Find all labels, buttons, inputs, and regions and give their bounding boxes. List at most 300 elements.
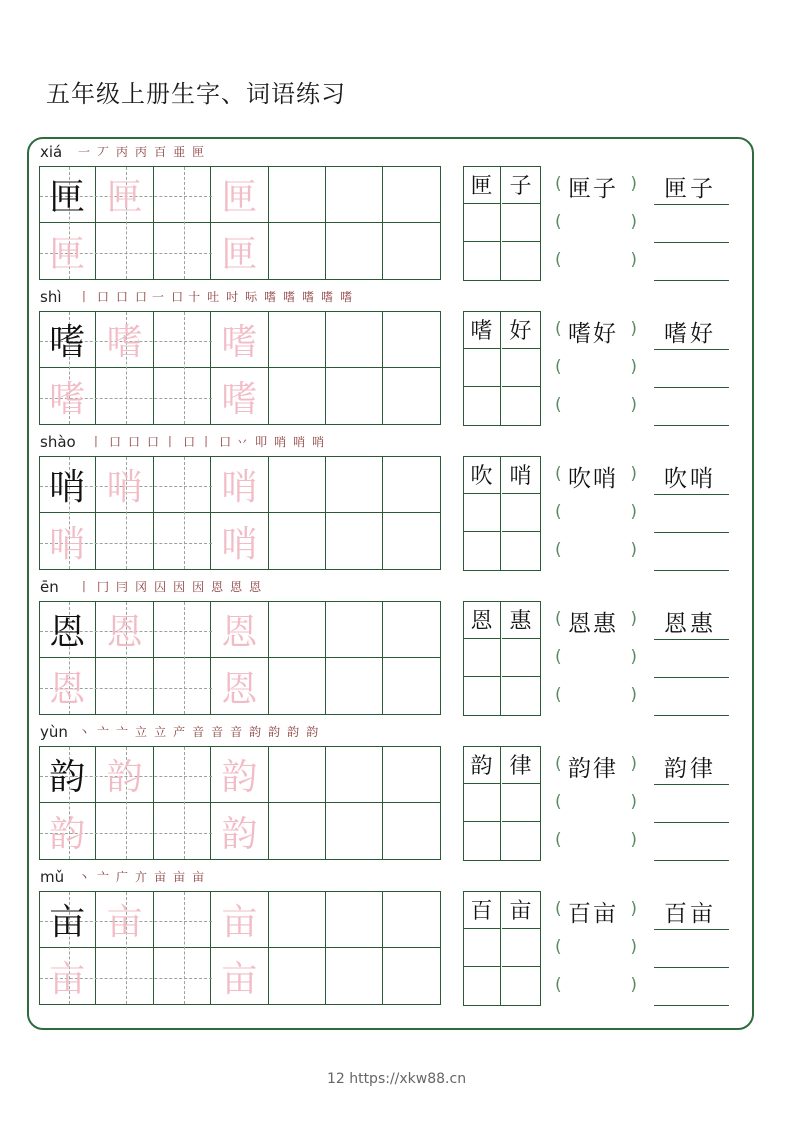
stroke-step: 丶 [78,725,96,739]
answer-underline[interactable] [654,280,729,281]
writing-cell[interactable] [383,311,440,368]
left-paren: ( [555,975,562,995]
stroke-step: 冈 [135,580,153,594]
stroke-step: 呩 [245,290,263,304]
paren-answer[interactable] [555,313,637,349]
page-title: 五年级上册生字、词语练习 [46,80,346,108]
writing-cell[interactable] [383,223,440,280]
underline-word: 恩惠 [664,611,716,637]
writing-cell[interactable] [326,311,383,368]
writing-cell[interactable] [39,658,96,715]
left-paren: ( [555,647,562,667]
answer-underline[interactable] [654,967,729,968]
left-paren: ( [555,319,562,339]
trace-character: 亩 [106,901,143,943]
writing-cell[interactable] [39,891,96,948]
guide-line [184,602,185,714]
writing-cell[interactable] [326,803,383,860]
word-cell[interactable] [463,929,501,967]
word-grid [463,311,541,426]
writing-cell[interactable] [326,456,383,513]
pinyin-label: shào [40,433,76,451]
stroke-step: 丆 [97,145,115,159]
stroke-order [78,868,211,885]
writing-cell[interactable] [326,601,383,658]
writing-cell[interactable] [211,456,268,513]
word-cell[interactable] [463,204,501,242]
writing-cell[interactable] [383,803,440,860]
writing-cell[interactable] [39,746,96,803]
paren-answer[interactable] [555,389,637,425]
paren-answer[interactable] [555,893,637,929]
paren-answer[interactable] [555,168,637,204]
writing-cell[interactable] [383,513,440,570]
word-cell[interactable]: 百 [463,891,501,929]
trace-character: 匣 [221,234,258,275]
answer-underline[interactable] [654,570,729,571]
pinyin-label: shì [40,288,62,306]
stroke-step: 口 [97,290,115,304]
pinyin-label: yùn [40,723,68,741]
paren-answer[interactable] [555,351,637,387]
stroke-step: 丨 [90,435,108,449]
word-cell[interactable] [463,784,501,822]
paren-answer[interactable] [555,534,637,570]
stroke-step: 囚 [154,580,172,594]
stroke-step: 亠 [97,725,115,739]
writing-cell[interactable] [269,746,326,803]
writing-cell[interactable] [96,803,153,860]
stroke-step: 丙 [116,145,134,159]
char-section [0,862,793,1007]
stroke-order [90,433,331,450]
paren-answer[interactable] [555,244,637,280]
writing-cell[interactable] [326,658,383,715]
stroke-step: 吋 [226,290,244,304]
word-cell[interactable] [502,349,540,387]
writing-cell[interactable] [154,513,211,570]
word-grid [463,746,541,861]
char-section [0,137,793,282]
trace-character: 韵 [106,756,143,798]
stroke-step: 音 [192,725,210,739]
stroke-step: 哨 [293,435,311,449]
stroke-step: 叩 [255,435,273,449]
writing-cell[interactable] [211,311,268,368]
writing-cell[interactable] [383,746,440,803]
answer-underline[interactable] [654,1005,729,1006]
word-cell[interactable] [463,349,501,387]
writing-cell[interactable] [39,311,96,368]
char-section [0,572,793,717]
paren-answer[interactable] [555,969,637,1005]
right-paren: ) [630,395,637,415]
right-paren: ) [630,319,637,339]
left-paren: ( [555,502,562,522]
stroke-step: 哨 [274,435,292,449]
word-cell[interactable]: 哨 [502,456,540,494]
trace-character: 哨 [106,466,143,508]
model-character: 匣 [49,176,86,218]
writing-cell[interactable] [383,601,440,658]
paren-word: 吹哨 [568,466,618,492]
paren-answer[interactable] [555,206,637,242]
underline-word: 吹哨 [664,466,716,492]
stroke-step: 韵 [268,725,286,739]
stroke-step: 哨 [312,435,330,449]
stroke-step: 口丨 [147,435,182,449]
word-grid [463,166,541,281]
word-cell[interactable] [502,967,540,1005]
writing-cell[interactable] [383,456,440,513]
writing-cell[interactable] [96,456,153,513]
right-paren: ) [630,937,637,957]
word-cell[interactable]: 匣 [463,166,501,204]
stroke-step: 嗜 [283,290,301,304]
stroke-step: 因 [192,580,210,594]
stroke-step: 嗜 [264,290,282,304]
answer-underline[interactable] [654,242,729,243]
right-paren: ) [630,250,637,270]
writing-cell[interactable] [96,311,153,368]
word-grid [463,601,541,716]
left-paren: ( [555,937,562,957]
paren-word: 匣子 [568,176,618,202]
writing-cell[interactable] [39,166,96,223]
right-paren: ) [630,975,637,995]
writing-cell[interactable] [96,746,153,803]
right-paren: ) [630,830,637,850]
stroke-step: 立 [135,725,153,739]
right-paren: ) [630,899,637,919]
writing-cell[interactable] [269,456,326,513]
answer-underline[interactable] [654,929,729,930]
right-paren: ) [630,464,637,484]
word-cell[interactable] [463,967,501,1005]
trace-character: 匣 [221,176,258,218]
stroke-step: 丙 [135,145,153,159]
writing-cell[interactable] [154,658,211,715]
right-paren: ) [630,792,637,812]
guide-line [184,457,185,569]
word-cell[interactable] [463,387,501,425]
writing-cell[interactable] [39,368,96,425]
word-cell[interactable] [502,204,540,242]
stroke-step: 口十 [171,290,206,304]
writing-cell[interactable] [154,746,211,803]
word-cell[interactable] [502,929,540,967]
paren-answer[interactable] [555,748,637,784]
stroke-step: 产 [173,725,191,739]
stroke-step: 音 [230,725,248,739]
right-paren: ) [630,502,637,522]
answer-underline[interactable] [654,822,729,823]
writing-cell[interactable] [211,891,268,948]
word-cell[interactable] [463,639,501,677]
paren-answer[interactable] [555,679,637,715]
writing-cell[interactable] [211,513,268,570]
stroke-step: 韵 [287,725,305,739]
writing-cell[interactable] [269,948,326,1005]
guide-line [184,747,185,859]
answer-underline[interactable] [654,425,729,426]
underline-word: 嗜好 [664,321,716,347]
word-cell[interactable] [502,494,540,532]
writing-cell[interactable] [96,368,153,425]
writing-cell[interactable] [154,223,211,280]
writing-cell[interactable] [211,948,268,1005]
trace-character: 恩 [221,611,258,653]
stroke-step: 亠 [97,870,115,884]
right-paren: ) [630,212,637,232]
paren-answer[interactable] [555,824,637,860]
writing-cell[interactable] [211,658,268,715]
model-character: 恩 [49,611,86,653]
page-footer: 12 https://xkw88.cn [326,1071,467,1087]
paren-answer[interactable] [555,641,637,677]
word-cell[interactable] [502,822,540,860]
word-cell[interactable] [463,677,501,715]
pinyin-label: xiá [40,143,63,161]
writing-cell[interactable] [154,891,211,948]
trace-character: 韵 [49,814,86,855]
stroke-step: 韵 [249,725,267,739]
paren-answer[interactable] [555,786,637,822]
word-cell[interactable] [463,494,501,532]
writing-cell[interactable] [326,746,383,803]
trace-character: 亩 [221,959,258,1000]
paren-answer[interactable] [555,603,637,639]
writing-cell[interactable] [211,803,268,860]
right-paren: ) [630,754,637,774]
stroke-step: 口一 [135,290,170,304]
underline-word: 匣子 [664,176,716,202]
model-character: 韵 [49,756,86,798]
writing-cell[interactable] [39,456,96,513]
stroke-step: 亜 [173,145,191,159]
word-cell[interactable]: 子 [502,166,540,204]
word-cell[interactable]: 嗜 [463,311,501,349]
paren-answer[interactable] [555,931,637,967]
stroke-order [78,578,268,595]
writing-cell[interactable] [154,948,211,1005]
stroke-step: 亩 [154,870,172,884]
pinyin-label: ēn [40,578,59,596]
answer-underline[interactable] [654,204,729,205]
answer-underline[interactable] [654,532,729,533]
stroke-step: 亣 [135,870,153,884]
writing-cell[interactable] [326,891,383,948]
word-cell[interactable] [463,822,501,860]
paren-answer[interactable] [555,458,637,494]
word-cell[interactable]: 吹 [463,456,501,494]
stroke-step: 百 [154,145,172,159]
word-cell[interactable] [502,387,540,425]
writing-cell[interactable] [269,368,326,425]
writing-cell[interactable] [326,368,383,425]
underline-word: 百亩 [664,901,716,927]
writing-cell[interactable] [269,223,326,280]
writing-cell[interactable] [96,166,153,223]
writing-cell[interactable] [269,513,326,570]
char-section [0,282,793,427]
word-cell[interactable]: 律 [502,746,540,784]
paren-answer[interactable] [555,496,637,532]
word-cell[interactable]: 好 [502,311,540,349]
word-grid [463,456,541,571]
right-paren: ) [630,685,637,705]
stroke-step: 口丷 [219,435,254,449]
writing-cell[interactable] [39,803,96,860]
writing-cell[interactable] [211,601,268,658]
writing-cell[interactable] [269,658,326,715]
writing-cell[interactable] [211,166,268,223]
writing-cell[interactable] [269,166,326,223]
trace-character: 哨 [221,524,258,565]
writing-cell[interactable] [39,513,96,570]
stroke-step: 恩 [230,580,248,594]
guide-line [184,167,185,279]
word-cell[interactable]: 韵 [463,746,501,784]
writing-grid [39,311,441,425]
trace-character: 嗜 [221,379,258,420]
word-cell[interactable]: 惠 [502,601,540,639]
trace-character: 匣 [106,176,143,218]
stroke-step: 吐 [207,290,225,304]
answer-underline[interactable] [654,639,729,640]
writing-cell[interactable] [96,223,153,280]
trace-character: 亩 [221,901,258,943]
char-section [0,427,793,572]
writing-cell[interactable] [154,368,211,425]
writing-cell[interactable] [39,601,96,658]
left-paren: ( [555,685,562,705]
answer-underline[interactable] [654,860,729,861]
word-cell[interactable] [463,242,501,280]
writing-cell[interactable] [154,166,211,223]
writing-cell[interactable] [383,891,440,948]
writing-cell[interactable] [211,746,268,803]
writing-cell[interactable] [269,311,326,368]
left-paren: ( [555,899,562,919]
writing-grid [39,601,441,715]
word-cell[interactable] [502,784,540,822]
stroke-step: 音 [211,725,229,739]
writing-grid [39,891,441,1005]
trace-character: 嗜 [106,321,143,363]
left-paren: ( [555,357,562,377]
writing-cell[interactable] [96,513,153,570]
trace-character: 匣 [49,234,86,275]
answer-underline[interactable] [654,784,729,785]
paren-word: 恩惠 [568,611,618,637]
stroke-step: 因 [173,580,191,594]
writing-cell[interactable] [326,166,383,223]
stroke-step: 口 [128,435,146,449]
stroke-order [78,143,211,160]
trace-character: 韵 [221,756,258,798]
left-paren: ( [555,540,562,560]
word-cell[interactable] [463,532,501,570]
writing-cell[interactable] [269,803,326,860]
left-paren: ( [555,250,562,270]
writing-cell[interactable] [326,513,383,570]
writing-grid [39,456,441,570]
writing-cell[interactable] [383,658,440,715]
writing-cell[interactable] [211,368,268,425]
writing-cell[interactable] [39,223,96,280]
writing-cell[interactable] [211,223,268,280]
writing-cell[interactable] [96,601,153,658]
writing-cell[interactable] [154,456,211,513]
answer-underline[interactable] [654,677,729,678]
writing-cell[interactable] [383,166,440,223]
writing-cell[interactable] [96,948,153,1005]
word-cell[interactable] [502,532,540,570]
writing-grid [39,746,441,860]
trace-character: 嗜 [221,321,258,363]
writing-cell[interactable] [154,601,211,658]
answer-underline[interactable] [654,715,729,716]
stroke-step: 亠 [116,725,134,739]
word-cell[interactable] [502,242,540,280]
left-paren: ( [555,464,562,484]
stroke-order [78,288,359,305]
writing-cell[interactable] [383,368,440,425]
word-cell[interactable]: 亩 [502,891,540,929]
stroke-step: 恩 [211,580,229,594]
word-cell[interactable] [502,639,540,677]
writing-cell[interactable] [326,948,383,1005]
stroke-step: 亩 [192,870,210,884]
answer-underline[interactable] [654,349,729,350]
writing-cell[interactable] [269,601,326,658]
writing-grid [39,166,441,280]
answer-underline[interactable] [654,387,729,388]
word-grid [463,891,541,1006]
writing-cell[interactable] [383,948,440,1005]
stroke-step: 立 [154,725,172,739]
stroke-step: 嗜 [302,290,320,304]
writing-cell[interactable] [154,311,211,368]
writing-cell[interactable] [39,948,96,1005]
writing-cell[interactable] [154,803,211,860]
underline-word: 韵律 [664,756,716,782]
trace-character: 哨 [49,524,86,565]
word-cell[interactable]: 恩 [463,601,501,639]
right-paren: ) [630,174,637,194]
right-paren: ) [630,647,637,667]
left-paren: ( [555,609,562,629]
stroke-step: 口 [116,290,134,304]
stroke-step: 韵 [306,725,324,739]
right-paren: ) [630,357,637,377]
writing-cell[interactable] [269,891,326,948]
stroke-step: 冂 [97,580,115,594]
stroke-step: 一 [78,145,96,159]
guide-line [184,892,185,1004]
writing-cell[interactable] [96,891,153,948]
stroke-step: 恩 [249,580,267,594]
writing-cell[interactable] [326,223,383,280]
left-paren: ( [555,792,562,812]
guide-line [184,312,185,424]
stroke-step: 丶 [78,870,96,884]
answer-underline[interactable] [654,494,729,495]
writing-cell[interactable] [96,658,153,715]
word-cell[interactable] [502,677,540,715]
stroke-step: 嗜 [340,290,358,304]
